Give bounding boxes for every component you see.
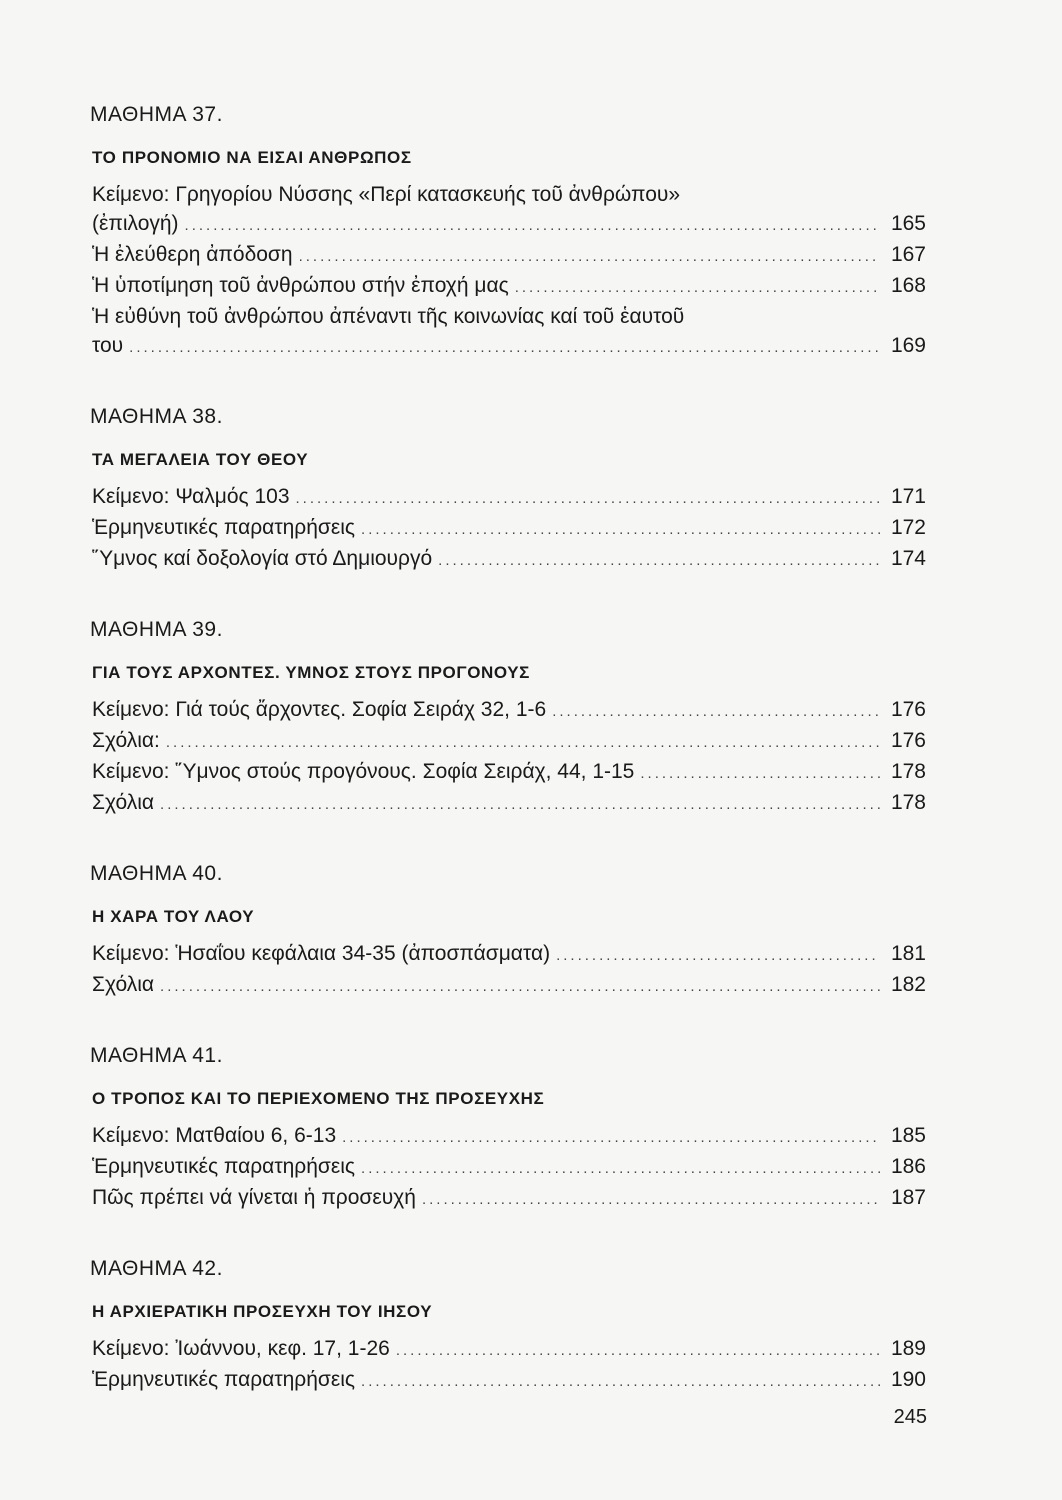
toc-entry (92, 271, 926, 302)
dot-leader (296, 484, 880, 513)
dot-leader (361, 515, 880, 544)
lesson-title: Η ΑΡΧΙΕΡΑΤΙΚΗ ΠΡΟΣΕΥΧΗ ΤΟΥ ΙΗΣΟΥ (92, 1302, 433, 1321)
toc-entry (92, 1183, 926, 1214)
toc-entry (92, 695, 926, 726)
entry-text: Κείμενο: Ὕμνος στούς προγόνους. Σοφία Σειράχ, 44, 1-15 (92, 760, 635, 783)
dot-leader (361, 1154, 880, 1183)
entry-list (90, 1121, 926, 1214)
lesson-title: Η ΧΑΡΑ ΤΟΥ ΛΑΟΥ (92, 907, 255, 926)
dot-leader (361, 1367, 880, 1396)
entry-page-number: 186 (890, 1155, 926, 1178)
dot-leader (342, 1123, 880, 1152)
entry-text-line1: Ἡ εὐθύνη τοῦ ἀνθρώπου ἀπέναντι τῆς κοινωνίας καί τοῦ ἑαυτοῦ (92, 305, 685, 328)
entry-page-number: 182 (890, 973, 926, 996)
lesson-label: ΜΑΘΗΜΑ 40. (90, 862, 223, 885)
entry-text: Σχόλια (92, 973, 155, 996)
toc-entry (92, 482, 926, 513)
entry-page-number: 169 (890, 334, 926, 357)
toc-entry (92, 757, 926, 788)
lesson-label: ΜΑΘΗΜΑ 39. (90, 618, 223, 641)
dot-leader (515, 273, 880, 302)
toc-entry (92, 1334, 926, 1365)
entry-list (90, 180, 926, 362)
lesson-title: ΓΙΑ ΤΟΥΣ ΑΡΧΟΝΤΕΣ. ΥΜΝΟΣ ΣΤΟΥΣ ΠΡΟΓΟΝΟΥΣ (92, 663, 530, 682)
entry-text: Ὕμνος καί δοξολογία στό Δημιουργό (92, 547, 433, 570)
entry-page-number: 187 (890, 1186, 926, 1209)
lesson-39 (90, 615, 926, 819)
toc-entry (92, 726, 926, 757)
lesson-42 (90, 1254, 926, 1396)
lesson-38 (90, 402, 926, 575)
entry-text: του (92, 334, 124, 357)
entry-page-number: 189 (890, 1337, 926, 1360)
toc-entry (92, 970, 926, 1001)
entry-page-number: 171 (890, 485, 926, 508)
dot-leader (438, 546, 880, 575)
toc-entry (92, 788, 926, 819)
dot-leader (185, 211, 880, 240)
toc-entry (92, 1365, 926, 1396)
entry-text: Ἡ ἐλεύθερη ἀπόδοση (92, 243, 293, 266)
entry-text-line1: Κείμενο: Γρηγορίου Νύσσης «Περί κατασκευής τοῦ ἀνθρώπου» (92, 183, 681, 206)
dot-leader (556, 941, 880, 970)
entry-list (90, 1334, 926, 1396)
dot-leader (396, 1336, 880, 1365)
toc-entry (92, 1152, 926, 1183)
entry-page-number: 176 (890, 729, 926, 752)
dot-leader (422, 1185, 880, 1214)
lesson-title: ΤΟ ΠΡΟΝΟΜΙΟ ΝΑ ΕΙΣΑΙ ΑΝΘΡΩΠΟΣ (92, 148, 412, 167)
entry-text: Κείμενο: Ἡσαΐου κεφάλαια 34-35 (ἀποσπάσματα) (92, 942, 551, 965)
toc-entry (92, 331, 926, 362)
entry-text: Ἑρμηνευτικές παρατηρήσεις (92, 1368, 356, 1391)
entry-page-number: 167 (890, 243, 926, 266)
toc-entry (92, 939, 926, 970)
dot-leader (299, 242, 880, 271)
entry-text: Κείμενο: Ματθαίου 6, 6-13 (92, 1124, 337, 1147)
lesson-40 (90, 859, 926, 1001)
table-of-contents (90, 100, 926, 1436)
dot-leader (166, 728, 880, 757)
dot-leader (160, 790, 880, 819)
lesson-label: ΜΑΘΗΜΑ 42. (90, 1257, 223, 1280)
lesson-label: ΜΑΘΗΜΑ 38. (90, 405, 223, 428)
entry-page-number: 178 (890, 760, 926, 783)
entry-page-number: 190 (890, 1368, 926, 1391)
entry-text: Πῶς πρέπει νά γίνεται ἡ προσευχή (92, 1186, 416, 1209)
entry-text: Ἡ ὑποτίμηση τοῦ ἀνθρώπου στήν ἐποχή μας (92, 274, 509, 297)
entry-page-number: 172 (890, 516, 926, 539)
entry-page-number: 165 (890, 212, 926, 235)
dot-leader (160, 972, 880, 1001)
entry-page-number: 185 (890, 1124, 926, 1147)
lesson-title: Ο ΤΡΟΠΟΣ ΚΑΙ ΤΟ ΠΕΡΙΕΧΟΜΕΝΟ ΤΗΣ ΠΡΟΣΕΥΧΗΣ (92, 1089, 545, 1108)
entry-page-number: 168 (890, 274, 926, 297)
toc-entry (92, 513, 926, 544)
entry-list (90, 695, 926, 819)
dot-leader (552, 697, 880, 726)
entry-text: Ἑρμηνευτικές παρατηρήσεις (92, 1155, 356, 1178)
dot-leader (129, 333, 880, 362)
entry-text: Ἑρμηνευτικές παρατηρήσεις (92, 516, 356, 539)
entry-text: (ἐπιλογή) (92, 212, 179, 235)
toc-entry (92, 240, 926, 271)
entry-text: Κείμενο: Ψαλμός 103 (92, 485, 290, 508)
toc-entry (92, 1121, 926, 1152)
lesson-label: ΜΑΘΗΜΑ 41. (90, 1044, 223, 1067)
entry-page-number: 174 (890, 547, 926, 570)
lesson-label: ΜΑΘΗΜΑ 37. (90, 103, 223, 126)
lesson-41 (90, 1041, 926, 1214)
toc-entry (92, 209, 926, 240)
entry-list (90, 939, 926, 1001)
entry-page-number: 176 (890, 698, 926, 721)
entry-page-number: 181 (890, 942, 926, 965)
toc-entry (92, 544, 926, 575)
entry-list (90, 482, 926, 575)
entry-text: Κείμενο: Ἰωάννου, κεφ. 17, 1-26 (92, 1337, 390, 1360)
lesson-title: ΤΑ ΜΕΓΑΛΕΙΑ ΤΟΥ ΘΕΟΥ (92, 450, 309, 469)
page-number: 245 (893, 1406, 927, 1428)
lesson-37 (90, 100, 926, 362)
entry-text: Σχόλια: (92, 729, 160, 752)
entry-text: Σχόλια (92, 791, 155, 814)
entry-text: Κείμενο: Γιά τούς ἄρχοντες. Σοφία Σειράχ 32, 1-6 (92, 698, 547, 721)
entry-page-number: 178 (890, 791, 926, 814)
dot-leader (640, 759, 880, 788)
